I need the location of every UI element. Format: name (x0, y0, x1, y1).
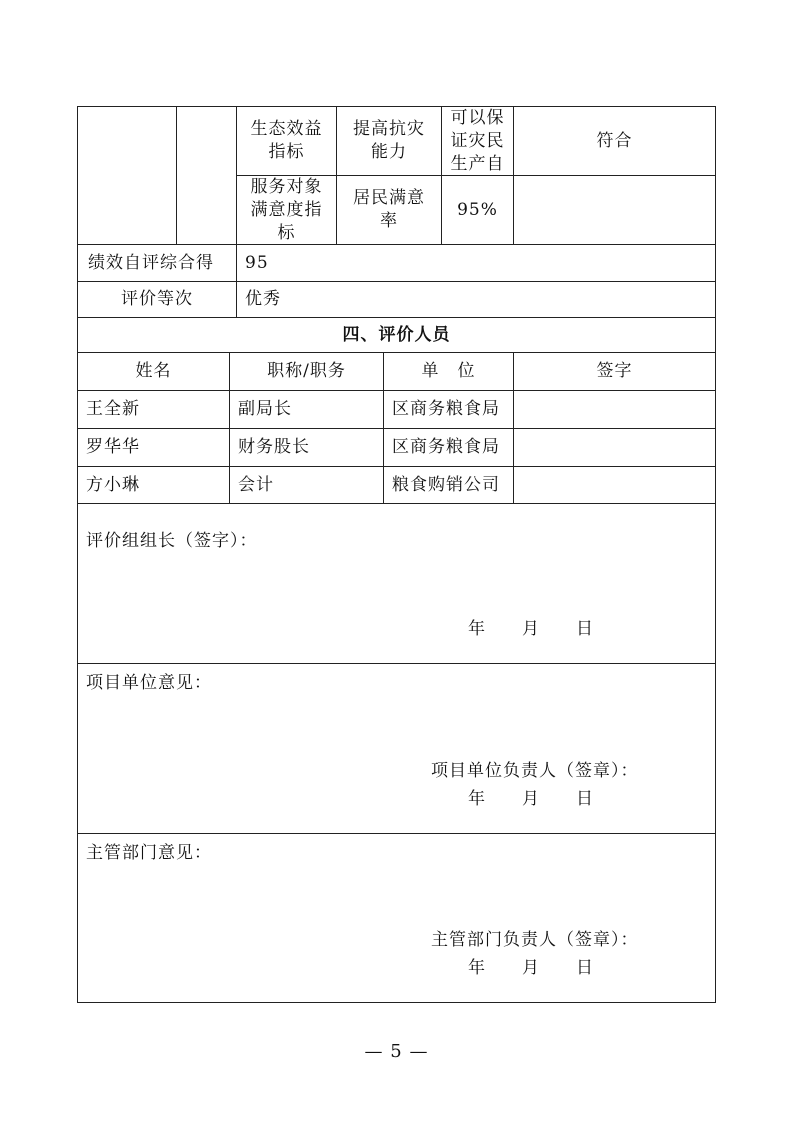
dept-opinion-label: 主管部门意见： (86, 843, 212, 863)
person-signature[interactable] (514, 467, 715, 503)
unit-signer-label: 项目单位负责人（签章）： (431, 761, 639, 781)
row-divider (77, 663, 716, 664)
table-border-right (715, 106, 716, 1003)
score-label: 绩效自评综合得 (88, 252, 214, 273)
leader-date: 年 月 日 (468, 619, 594, 639)
header-name: 姓名 (135, 361, 172, 381)
dept-signer-label: 主管部门负责人（签章）： (431, 930, 639, 950)
person-title: 副局长 (238, 399, 292, 419)
row-divider (77, 833, 716, 834)
grade-label: 评价等次 (121, 289, 193, 309)
header-unit: 单 位 (421, 361, 476, 381)
result-cell (514, 176, 715, 244)
target-cell: 可以保证灾民生产自 (450, 107, 505, 174)
score-value: 95 (245, 252, 269, 273)
dept-date: 年 月 日 (468, 958, 594, 978)
person-name: 王全新 (86, 399, 140, 419)
indicator-cell: 提高抗灾能力 (353, 119, 425, 162)
person-title: 会计 (238, 474, 274, 495)
unit-opinion-label: 项目单位意见： (86, 673, 212, 693)
person-unit: 粮食购销公司 (392, 474, 500, 495)
person-name: 方小琳 (86, 474, 140, 495)
grade-value: 优秀 (245, 289, 281, 309)
result-cell: 符合 (596, 130, 633, 151)
person-title: 财务股长 (238, 437, 310, 457)
page-number: — 5 — (364, 1041, 429, 1062)
person-signature[interactable] (514, 391, 715, 428)
person-unit: 区商务粮食局 (392, 399, 500, 419)
row-divider (77, 503, 716, 504)
sub-indicator-cell: 服务对象满意度指标 (250, 176, 323, 243)
person-signature[interactable] (514, 429, 715, 466)
table-border-left (77, 106, 78, 1003)
table-border-bottom (77, 1002, 716, 1003)
unit-date: 年 月 日 (468, 789, 594, 809)
header-title: 职称/职务 (267, 361, 346, 381)
sub-indicator-cell: 生态效益指标 (250, 119, 323, 162)
indicator-row (237, 107, 336, 175)
person-name: 罗华华 (86, 437, 140, 457)
section-title: 四、评价人员 (342, 324, 451, 345)
leader-signature-label: 评价组组长（签字）： (86, 531, 258, 551)
header-signature: 签字 (596, 361, 633, 381)
col-divider (176, 106, 177, 245)
indicator-cell: 居民满意率 (353, 188, 425, 231)
person-unit: 区商务粮食局 (392, 437, 500, 457)
target-cell: 95% (457, 199, 498, 220)
